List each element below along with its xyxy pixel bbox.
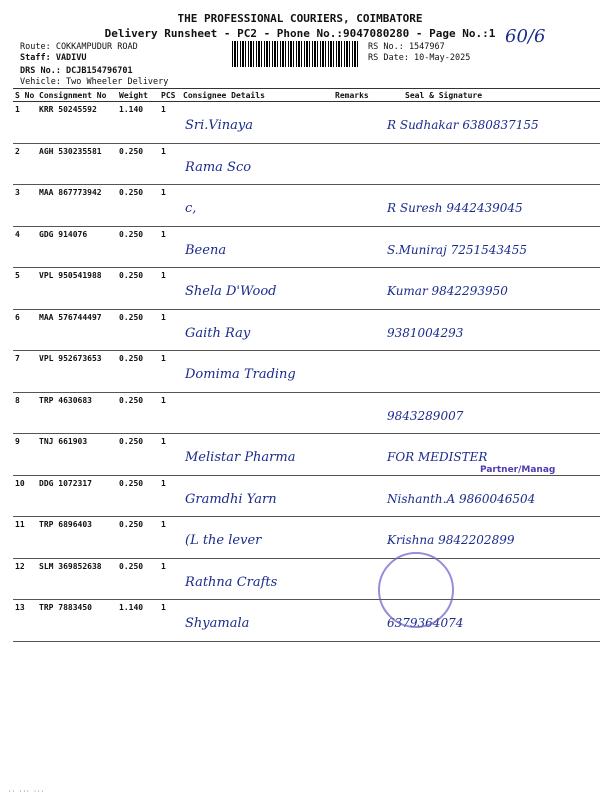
- handwritten-signature: 9843289007: [387, 408, 464, 423]
- table-row: [13, 558, 600, 600]
- barcode: [232, 41, 358, 67]
- table-row: [13, 268, 600, 310]
- consignment-cell: SLM 369852638: [37, 558, 117, 600]
- table-row: [13, 475, 600, 517]
- consignment-cell: VPL 952673653: [37, 351, 117, 393]
- header-sno: S No: [13, 89, 37, 102]
- pcs-cell: 1: [159, 102, 181, 144]
- weight-cell: 0.250: [117, 309, 159, 351]
- consignee-cell: [181, 226, 333, 268]
- remarks-cell: [333, 185, 375, 227]
- pcs-cell: 1: [159, 309, 181, 351]
- signature-cell: [375, 185, 600, 227]
- consignee-cell: [181, 309, 333, 351]
- consignee-cell: [181, 558, 333, 600]
- staff-label: Staff: VADIVU: [20, 53, 87, 63]
- rs-date: RS Date: 10-May-2025: [368, 53, 471, 63]
- sno-cell: 6: [13, 309, 37, 351]
- remarks-cell: [333, 517, 375, 559]
- table-row: [13, 600, 600, 642]
- table-row: [13, 517, 600, 559]
- consignee-cell: [181, 475, 333, 517]
- consignee-cell: [181, 434, 333, 476]
- remarks-cell: [333, 268, 375, 310]
- consignee-cell: [181, 392, 333, 434]
- handwritten-signature: R Sudhakar 6380837155: [387, 118, 539, 132]
- table-row: [13, 102, 600, 144]
- header-signature: Seal & Signature: [375, 89, 600, 102]
- handwritten-signature: 6379364074: [387, 616, 464, 630]
- consignee-cell: [181, 185, 333, 227]
- remarks-cell: [333, 143, 375, 185]
- table-row: [13, 226, 600, 268]
- weight-cell: 1.140: [117, 102, 159, 144]
- pcs-cell: 1: [159, 475, 181, 517]
- runsheet-subtitle: Delivery Runsheet - PC2 - Phone No.:9047080280 - Page No.:1: [104, 27, 496, 40]
- footer-scribble: ·· ··· ···: [8, 788, 45, 795]
- handwritten-signature: 9381004293: [387, 325, 464, 340]
- consignment-cell: VPL 950541988: [37, 268, 117, 310]
- weight-cell: 0.250: [117, 226, 159, 268]
- pcs-cell: 1: [159, 185, 181, 227]
- consignee-cell: [181, 517, 333, 559]
- consignment-cell: TRP 7883450: [37, 600, 117, 642]
- consignment-cell: KRR 50245592: [37, 102, 117, 144]
- table-row: [13, 143, 600, 185]
- handwritten-signature: FOR MEDISTER: [387, 450, 488, 464]
- signature-cell: [375, 226, 600, 268]
- partner-stamp-text: Partner/Manag: [480, 465, 556, 475]
- handwritten-consignee: Sri.Vinaya: [185, 118, 253, 133]
- consignment-cell: TNJ 661903: [37, 434, 117, 476]
- weight-cell: 1.140: [117, 600, 159, 642]
- pcs-cell: 1: [159, 351, 181, 393]
- handwritten-consignee: Beena: [185, 242, 227, 258]
- consignment-cell: DDG 1072317: [37, 475, 117, 517]
- table-row: [13, 185, 600, 227]
- pcs-cell: 1: [159, 600, 181, 642]
- table-row: [13, 309, 600, 351]
- signature-cell: [375, 268, 600, 310]
- weight-cell: 0.250: [117, 392, 159, 434]
- table-row: [13, 392, 600, 434]
- remarks-cell: [333, 351, 375, 393]
- remarks-cell: [333, 226, 375, 268]
- sno-cell: 11: [13, 517, 37, 559]
- remarks-cell: [333, 475, 375, 517]
- sno-cell: 4: [13, 226, 37, 268]
- remarks-cell: [333, 309, 375, 351]
- signature-cell: [375, 309, 600, 351]
- consignment-cell: GDG 914076: [37, 226, 117, 268]
- sno-cell: 9: [13, 434, 37, 476]
- handwritten-consignee: Gaith Ray: [185, 325, 251, 341]
- company-seal-stamp: [378, 552, 454, 628]
- vehicle-label: Vehicle: Two Wheeler Delivery: [20, 77, 169, 87]
- drs-label: DRS No.: DCJB154796701: [20, 66, 133, 76]
- pcs-cell: 1: [159, 268, 181, 310]
- route-label: Route: COKKAMPUDUR ROAD: [20, 42, 138, 52]
- signature-cell: [375, 143, 600, 185]
- sno-cell: 2: [13, 143, 37, 185]
- header-consignee: Consignee Details: [181, 89, 333, 102]
- signature-cell: [375, 102, 600, 144]
- consignment-cell: TRP 6896403: [37, 517, 117, 559]
- pcs-cell: 1: [159, 143, 181, 185]
- handwritten-consignee: Rama Sco: [185, 159, 252, 175]
- signature-cell: [375, 392, 600, 434]
- handwritten-signature: Nishanth.A 9860046504: [387, 491, 536, 506]
- consignment-cell: AGH 530235581: [37, 143, 117, 185]
- weight-cell: 0.250: [117, 268, 159, 310]
- sno-cell: 1: [13, 102, 37, 144]
- header-pcs: PCS: [159, 89, 181, 102]
- sno-cell: 13: [13, 600, 37, 642]
- handwritten-consignee: Gramdhi Yarn: [185, 491, 277, 507]
- remarks-cell: [333, 102, 375, 144]
- sno-cell: 7: [13, 351, 37, 393]
- weight-cell: 0.250: [117, 351, 159, 393]
- handwritten-signature: Kumar 9842293950: [387, 284, 508, 298]
- consignment-cell: MAA 867773942: [37, 185, 117, 227]
- consignee-cell: [181, 102, 333, 144]
- weight-cell: 0.250: [117, 143, 159, 185]
- pcs-cell: 1: [159, 434, 181, 476]
- meta-right: [368, 42, 470, 64]
- sno-cell: 5: [13, 268, 37, 310]
- pcs-cell: 1: [159, 226, 181, 268]
- pcs-cell: 1: [159, 392, 181, 434]
- table-header-row: [13, 89, 600, 102]
- runsheet-table: [13, 88, 600, 642]
- consignment-cell: TRP 4630683: [37, 392, 117, 434]
- handwritten-signature: R Suresh 9442439045: [387, 201, 523, 215]
- consignee-cell: [181, 143, 333, 185]
- handwritten-consignee: c,: [185, 201, 197, 216]
- pcs-cell: 1: [159, 558, 181, 600]
- handwritten-consignee: Melistar Pharma: [185, 450, 296, 465]
- sno-cell: 12: [13, 558, 37, 600]
- sno-cell: 3: [13, 185, 37, 227]
- remarks-cell: [333, 392, 375, 434]
- remarks-cell: [333, 434, 375, 476]
- table-row: [13, 351, 600, 393]
- rs-number: RS No.: 1547967: [368, 42, 445, 52]
- sno-cell: 10: [13, 475, 37, 517]
- weight-cell: 0.250: [117, 517, 159, 559]
- weight-cell: 0.250: [117, 475, 159, 517]
- header-consignment: Consignment No: [37, 89, 117, 102]
- consignee-cell: [181, 351, 333, 393]
- remarks-cell: [333, 558, 375, 600]
- sno-cell: 8: [13, 392, 37, 434]
- consignment-cell: MAA 576744497: [37, 309, 117, 351]
- pcs-cell: 1: [159, 517, 181, 559]
- handwritten-consignee: Shela D'Wood: [185, 284, 277, 299]
- signature-cell: [375, 351, 600, 393]
- handwritten-signature: S.Muniraj 7251543455: [387, 242, 527, 257]
- handwritten-consignee: Domima Trading: [185, 367, 296, 382]
- handwritten-consignee: Rathna Crafts: [185, 574, 278, 590]
- handwritten-consignee: (L the lever: [185, 533, 262, 548]
- meta-left: [20, 42, 168, 88]
- weight-cell: 0.250: [117, 434, 159, 476]
- company-title: THE PROFESSIONAL COURIERS, COIMBATORE: [177, 12, 423, 25]
- consignee-cell: [181, 268, 333, 310]
- consignee-cell: [181, 600, 333, 642]
- header-weight: Weight: [117, 89, 159, 102]
- signature-cell: [375, 475, 600, 517]
- handwritten-signature: Krishna 9842202899: [387, 533, 515, 547]
- weight-cell: 0.250: [117, 185, 159, 227]
- handwritten-page-count: 60/6: [505, 26, 546, 47]
- weight-cell: 0.250: [117, 558, 159, 600]
- header-remarks: Remarks: [333, 89, 375, 102]
- handwritten-consignee: Shyamala: [185, 616, 250, 631]
- remarks-cell: [333, 600, 375, 642]
